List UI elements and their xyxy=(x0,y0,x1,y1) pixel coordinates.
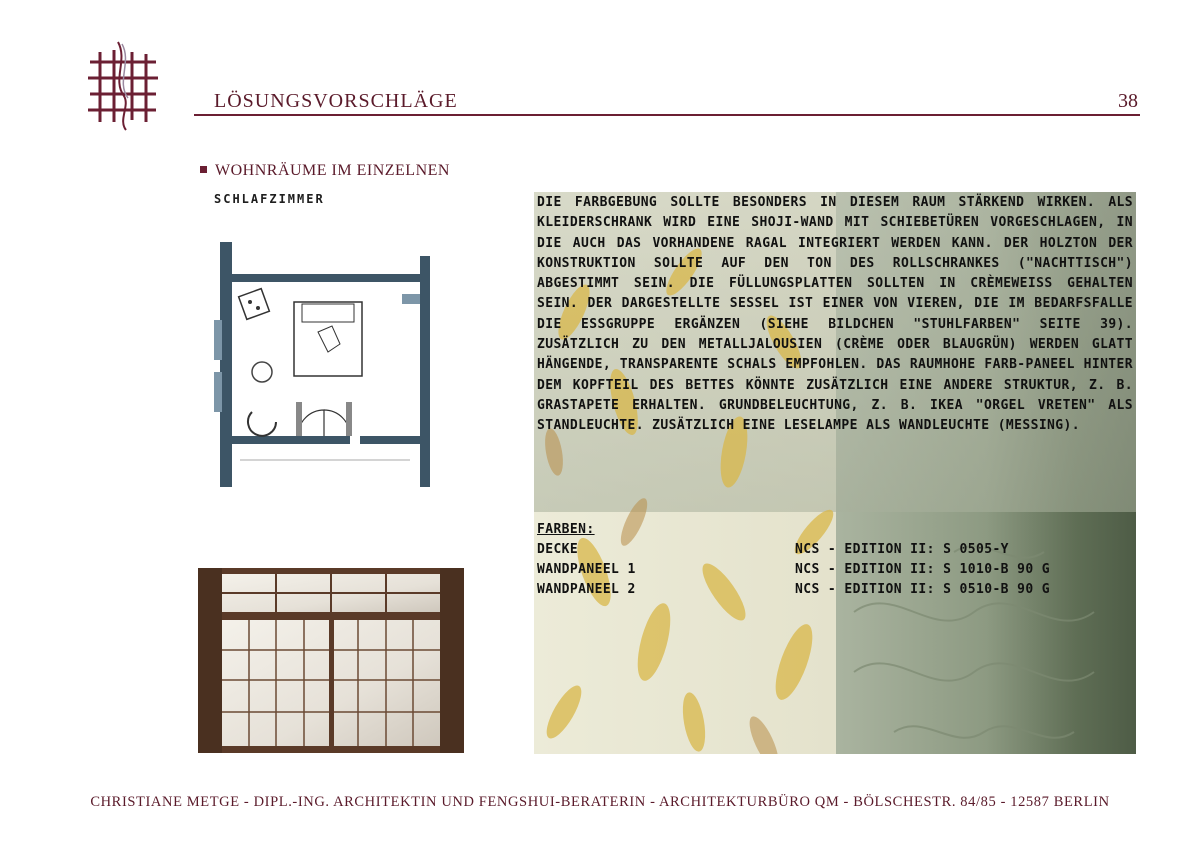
bullet-square-icon xyxy=(200,166,207,173)
color-row-wall-panel-2 xyxy=(537,582,1133,602)
description-panel xyxy=(534,192,1136,754)
colors-heading: FARBEN: xyxy=(537,522,595,537)
shoji-wall-image xyxy=(198,568,464,753)
color-name: WANDPANEEL 1 xyxy=(537,562,636,577)
color-code: NCS - EDITION II: S 0505-Y xyxy=(795,542,1009,557)
section-heading-label: WOHNRÄUME IM EINZELNEN xyxy=(215,162,450,179)
color-row-wall-panel-1 xyxy=(537,562,1133,582)
section-heading xyxy=(200,162,450,180)
page-title: LÖSUNGSVORSCHLÄGE xyxy=(214,90,458,112)
footer-address: CHRISTIANE METGE - DIPL.-ING. ARCHITEKTIN UND FENGSHUI-BERATERIN - ARCHITEKTURBÜRO QM - BÖLSCHESTR. 84/85 - 12587 BERLIN xyxy=(90,794,1110,810)
color-name: WANDPANEEL 2 xyxy=(537,582,636,597)
room-title: SCHLAFZIMMER xyxy=(214,192,325,206)
color-code: NCS - EDITION II: S 0510-B 90 G xyxy=(795,582,1051,597)
floor-plan-image xyxy=(200,232,440,487)
description-text: DIE FARBGEBUNG SOLLTE BESONDERS IN DIESEM RAUM STÄRKEND WIRKEN. ALS KLEIDERSCHRANK WIRD EINE SHOJI-WAND MIT SCHIEBETÜREN VORGESCHLAGEN, IN DIE AUCH DAS VORHANDENE RAGAL INTEGRIERT WERDEN KANN. DER HOLZTON DER KONSTRUKTION SOLLTE AUF DEN TON DES ROLLSCHRANKES ("NACHTTISCH") ABGESTIMMT SEIN. DIE FÜLLUNGSPLATTEN SOLLTEN IN CRÈMEWEISS GEHALTEN SEIN. DER DARGESTELLTE SESSEL IST EINER VON VIEREN, DIE IM BEDARFSFALLE DIE ESSGRUPPE ERGÄNZEN (SIEHE BILDCHEN "STUHLFARBEN" SEITE 39). ZUSÄTZLICH ZU DEN METALLJALOUSIEN (CRÈME ODER BLAUGRÜN) WERDEN GLATT HÄNGENDE, TRANSPARENTE SCHALS EMPFOHLEN. DAS RAUMHOHE FARB-PANEEL HINTER DEM KOPFTEIL DES BETTES KÖNNTE ZUSÄTZLICH EINE ANDERE STRUKTUR, Z. B. GRASTAPETE ERHALTEN. GRUNDBELEUCHTUNG, Z. B. IKEA "ORGEL VRETEN" ALS STANDLEUCHTE. ZUSÄTZLICH EINE LESELAMPE ALS WANDLEUCHTE (MESSING). xyxy=(537,195,1133,434)
color-row-ceiling xyxy=(537,542,1133,562)
color-code: NCS - EDITION II: S 1010-B 90 G xyxy=(795,562,1051,577)
page-number: 38 xyxy=(1118,90,1138,112)
color-name: DECKE xyxy=(537,542,579,557)
grid-logo-icon xyxy=(84,40,162,132)
header-divider xyxy=(194,114,1140,116)
